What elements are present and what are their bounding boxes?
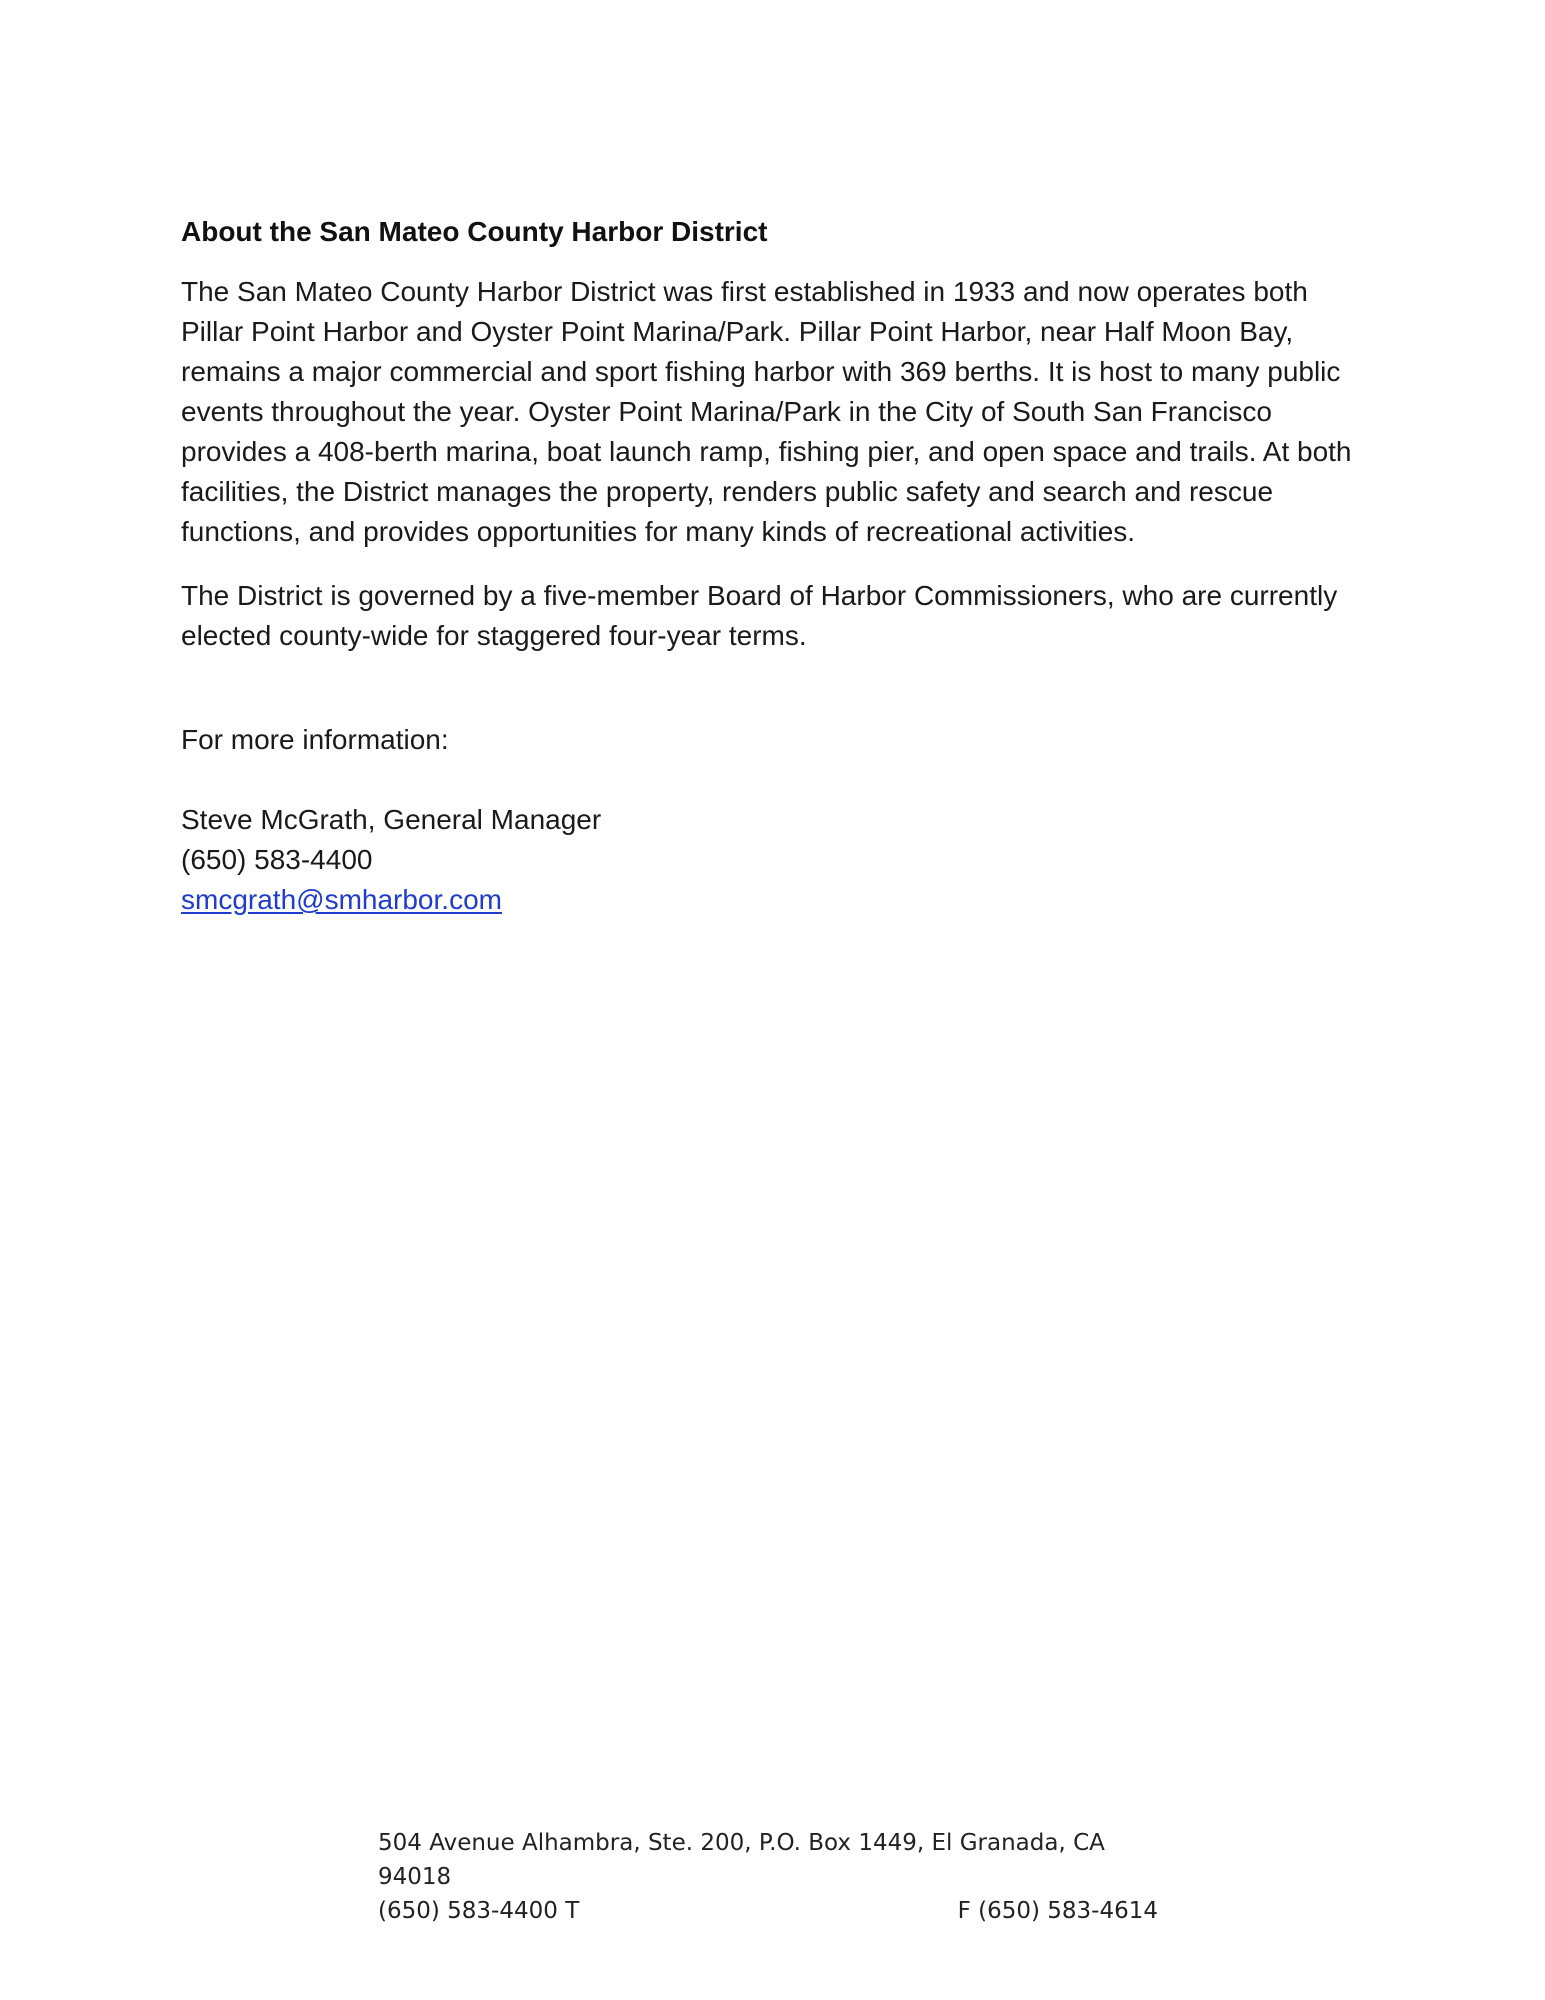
contact-email-link[interactable]: smcgrath@smharbor.com — [181, 884, 502, 915]
document-heading: About the San Mateo County Harbor District — [181, 216, 768, 247]
about-paragraph: The San Mateo County Harbor District was first established in 1933 and now operates both Pillar Point Harbor and Oyster Point Marina/Park. Pillar Point Harbor, near Half Moon Bay, remains a major commercial and sport fishing harbor with 369 berths. It is host to many public events throughout the year. Oyster Point Marina/Park in the City of South San Francisco provides a 408-berth marina, boat launch ramp, fishing pier, and open space and trails. At both facilities, the District manages the property, renders public safety and search and rescue functions, and provides opportunities for many kinds of recreational activities. — [181, 276, 1352, 547]
footer-telephone: (650) 583-4400 T — [378, 1898, 580, 1924]
document-body — [181, 212, 1356, 920]
contact-name-title: Steve McGrath, General Manager — [181, 804, 602, 835]
contact-phone: (650) 583-4400 — [181, 844, 373, 875]
letterhead-footer — [378, 1826, 1158, 1928]
footer-phone-row — [378, 1894, 1158, 1928]
footer-address: 504 Avenue Alhambra, Ste. 200, P.O. Box 1449, El Granada, CA 94018 — [378, 1830, 1105, 1890]
governance-paragraph: The District is governed by a five-member Board of Harbor Commissioners, who are currently elected county-wide for staggered four-year terms. — [181, 580, 1338, 651]
more-info-label: For more information: — [181, 724, 449, 755]
footer-fax: F (650) 583-4614 — [957, 1898, 1158, 1924]
contact-block — [181, 800, 1356, 920]
